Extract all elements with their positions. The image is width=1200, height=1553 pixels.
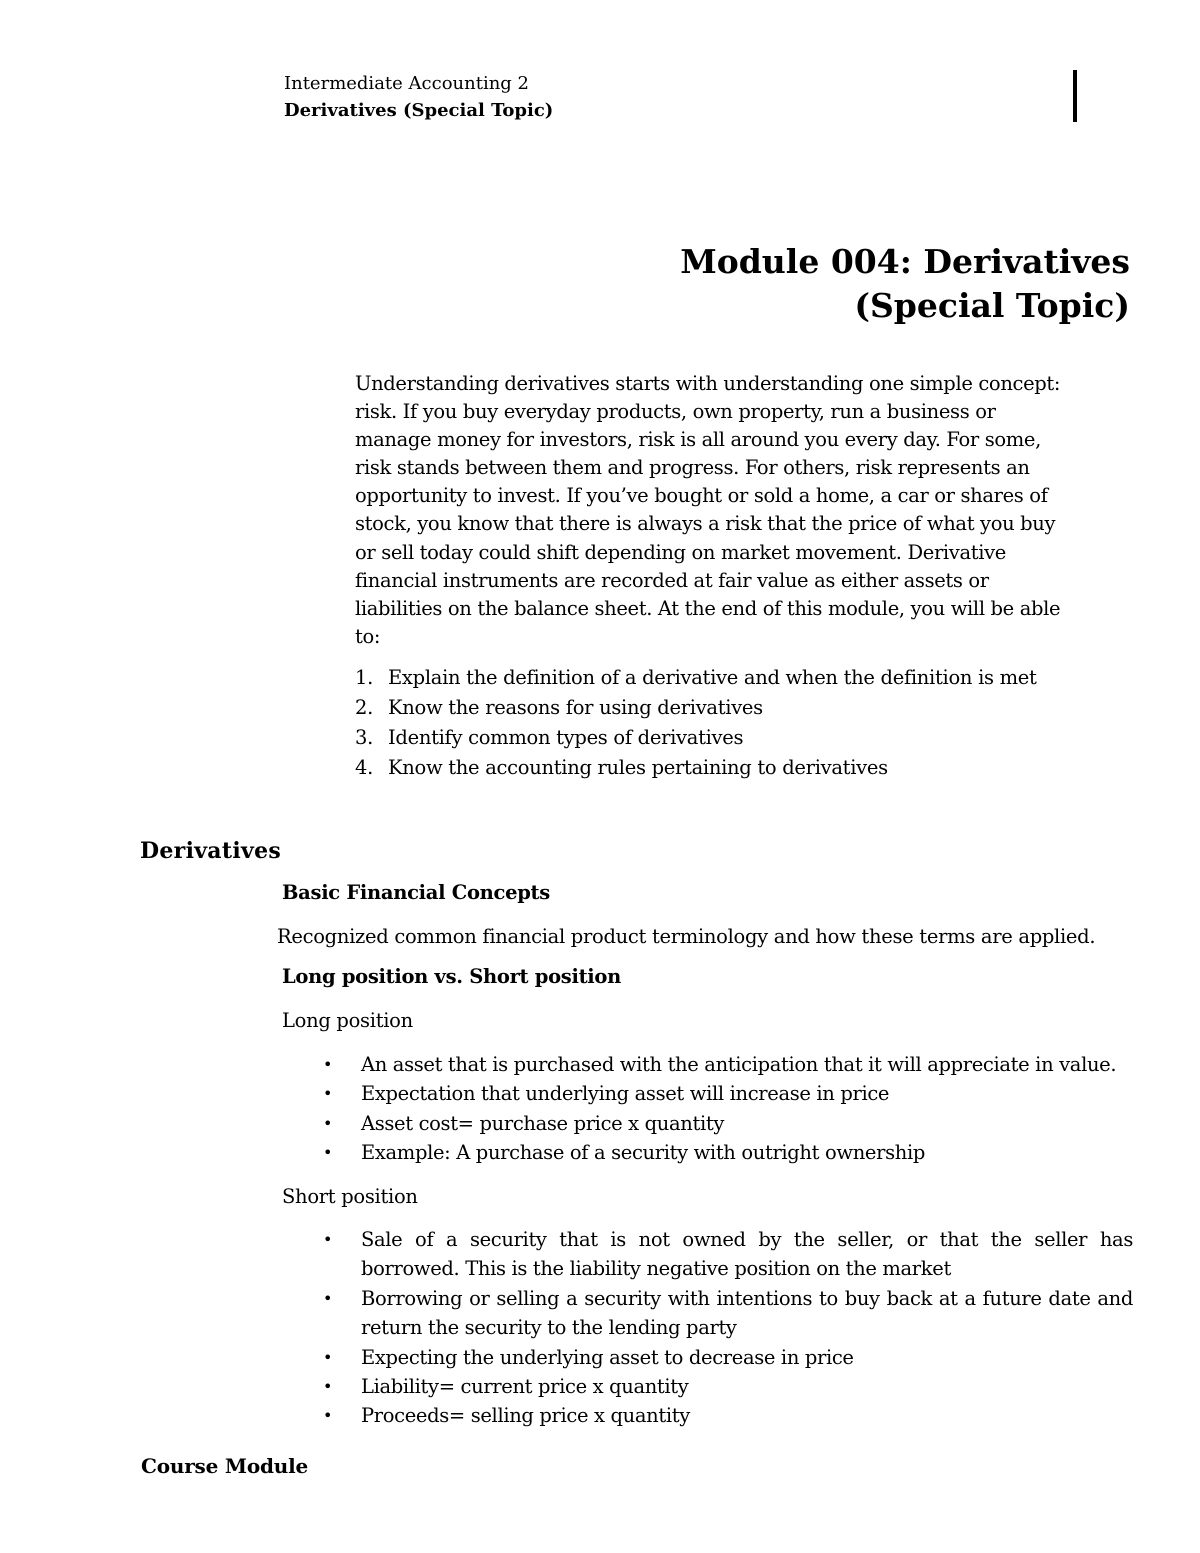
objective-number: 1. [355,666,374,689]
intro-line: stock, you know that there is always a risk that the price of what you buy [355,512,1056,536]
bullet-icon: • [323,1288,333,1308]
comparison-heading: Long position vs. Short position [282,965,621,988]
list-item-text: Proceeds= selling price x quantity [361,1404,690,1428]
subheading-basic-concepts: Basic Financial Concepts [282,881,550,904]
header-course: Intermediate Accounting 2 [284,73,529,94]
objective-item [355,753,1115,783]
objectives-list [355,663,1115,783]
list-item [323,1225,1133,1284]
bullet-icon: • [323,1377,333,1397]
intro-line: or sell today could shift depending on market movement. Derivative [355,540,1006,564]
section-heading: Derivatives [140,838,282,864]
section-description: Recognized common financial product terminology and how these terms are applied. [277,925,1096,948]
page-title-line-1: Module 004: Derivatives [680,242,1130,281]
objective-item [355,723,1115,753]
intro-line: manage money for investors, risk is all around you every day. For some, [355,428,1041,452]
short-position-list [323,1225,1133,1431]
objective-number: 2. [355,696,374,719]
intro-line: risk. If you buy everyday products, own property, run a business or [355,400,996,424]
footer-course-module: Course Module [141,1454,309,1478]
objective-item [355,663,1115,693]
objective-item [355,693,1115,723]
objective-text: Identify common types of derivatives [388,726,744,749]
intro-line: financial instruments are recorded at fair value as either assets or [355,568,989,592]
objective-number: 4. [355,756,374,779]
list-item-text: Expecting the underlying asset to decrease in price [361,1345,854,1369]
objective-text: Explain the definition of a derivative and when the definition is met [388,666,1037,689]
intro-paragraph [355,370,1095,651]
list-item [323,1138,1133,1167]
list-item [323,1109,1133,1138]
bullet-icon: • [323,1113,333,1133]
bullet-icon: • [323,1143,333,1163]
bullet-icon: • [323,1347,333,1367]
list-item-text: An asset that is purchased with the anticipation that it will appreciate in value. [361,1053,1117,1076]
list-item-text: Asset cost= purchase price x quantity [361,1111,725,1135]
objective-text: Know the accounting rules pertaining to derivatives [388,756,888,779]
list-item [323,1343,1133,1372]
intro-line: liabilities on the balance sheet. At the end of this module, you will be able [355,596,1061,620]
list-item [323,1284,1133,1343]
bullet-icon: • [323,1055,333,1074]
header-divider [1073,70,1077,122]
list-item-text: Expectation that underlying asset will increase in price [361,1082,890,1106]
long-position-list [323,1050,1133,1168]
objective-text: Know the reasons for using derivatives [388,696,763,719]
bullet-icon: • [323,1084,333,1104]
long-position-label: Long position [282,1009,413,1032]
bullet-icon: • [323,1230,333,1249]
list-item [323,1079,1133,1108]
intro-line: Understanding derivatives starts with understanding one simple concept: [355,372,1061,395]
list-item-text: Sale of a security that is not owned by the seller, or that the seller has borrowed. This is the liability negative position on the market [361,1228,1133,1281]
short-position-label: Short position [282,1185,418,1208]
list-item [323,1050,1133,1079]
list-item-text: Borrowing or selling a security with intentions to buy back at a future date and return the security to the lending party [361,1286,1133,1340]
page-title-line-2: (Special Topic) [854,286,1130,325]
header-topic: Derivatives (Special Topic) [284,100,554,121]
intro-line: to: [355,624,381,648]
intro-line: risk stands between them and progress. For others, risk represents an [355,456,1030,480]
objective-number: 3. [355,726,374,749]
list-item [323,1372,1133,1401]
list-item-text: Example: A purchase of a security with outright ownership [361,1141,925,1165]
list-item [323,1401,1133,1430]
bullet-icon: • [323,1406,333,1426]
list-item-text: Liability= current price x quantity [361,1375,689,1399]
intro-line: opportunity to invest. If you’ve bought or sold a home, a car or shares of [355,484,1048,508]
